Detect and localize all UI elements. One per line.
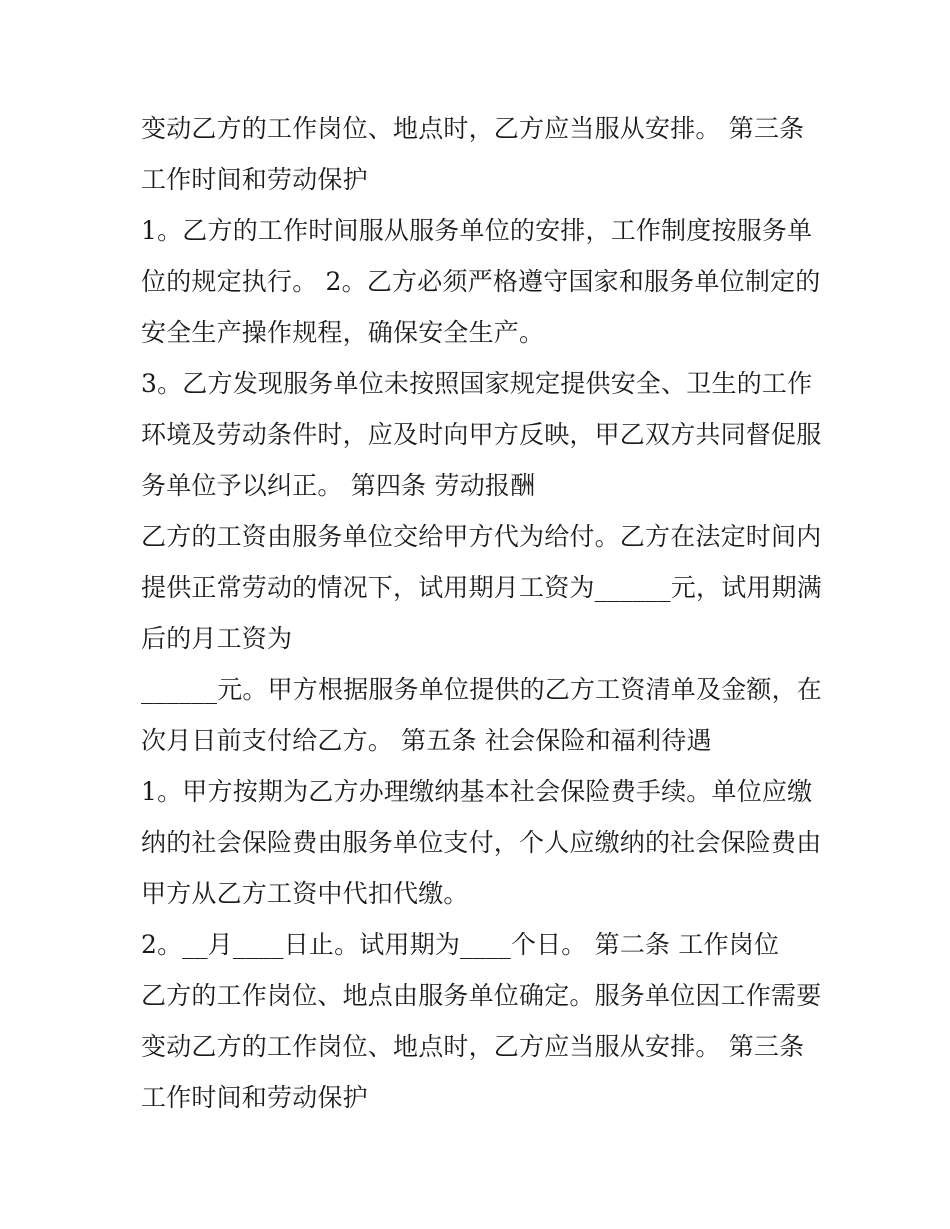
text-line: 务单位予以纠正。 第四条 劳动报酬	[141, 471, 536, 500]
document-body	[141, 103, 841, 1123]
text-line: ______元。甲方根据服务单位提供的乙方工资清单及金额，在	[141, 675, 823, 704]
text-line: 变动乙方的工作岗位、地点时，乙方应当服从安排。 第三条	[141, 1032, 805, 1061]
text-line: 乙方的工作岗位、地点由服务单位确定。服务单位因工作需要	[141, 981, 822, 1010]
text-line: 后的月工资为	[141, 624, 293, 653]
text-line: 位的规定执行。 2。乙方必须严格遵守国家和服务单位制定的	[141, 267, 821, 296]
text-line: 变动乙方的工作岗位、地点时，乙方应当服从安排。 第三条	[141, 114, 805, 143]
text-line: 提供正常劳动的情况下，试用期月工资为______元，试用期满	[141, 573, 823, 602]
text-line: 工作时间和劳动保护	[141, 165, 368, 194]
text-line: 次月日前支付给乙方。 第五条 社会保险和福利待遇	[141, 726, 712, 755]
text-line: 3。乙方发现服务单位未按照国家规定提供安全、卫生的工作	[141, 369, 813, 398]
text-line: 安全生产操作规程，确保安全生产。	[141, 318, 545, 347]
text-line: 乙方的工资由服务单位交给甲方代为给付。乙方在法定时间内	[141, 522, 822, 551]
text-line: 工作时间和劳动保护	[141, 1083, 368, 1112]
text-line: 环境及劳动条件时，应及时向甲方反映，甲乙双方共同督促服	[141, 420, 822, 449]
text-line: 1。甲方按期为乙方办理缴纳基本社会保险费手续。单位应缴	[141, 777, 813, 806]
text-line: 纳的社会保险费由服务单位支付，个人应缴纳的社会保险费由	[141, 828, 822, 857]
text-line: 1。乙方的工作时间服从服务单位的安排，工作制度按服务单	[141, 216, 813, 245]
text-line: 2。__月____日止。试用期为____个日。 第二条 工作岗位	[141, 930, 780, 959]
text-line: 甲方从乙方工资中代扣代缴。	[141, 879, 469, 908]
